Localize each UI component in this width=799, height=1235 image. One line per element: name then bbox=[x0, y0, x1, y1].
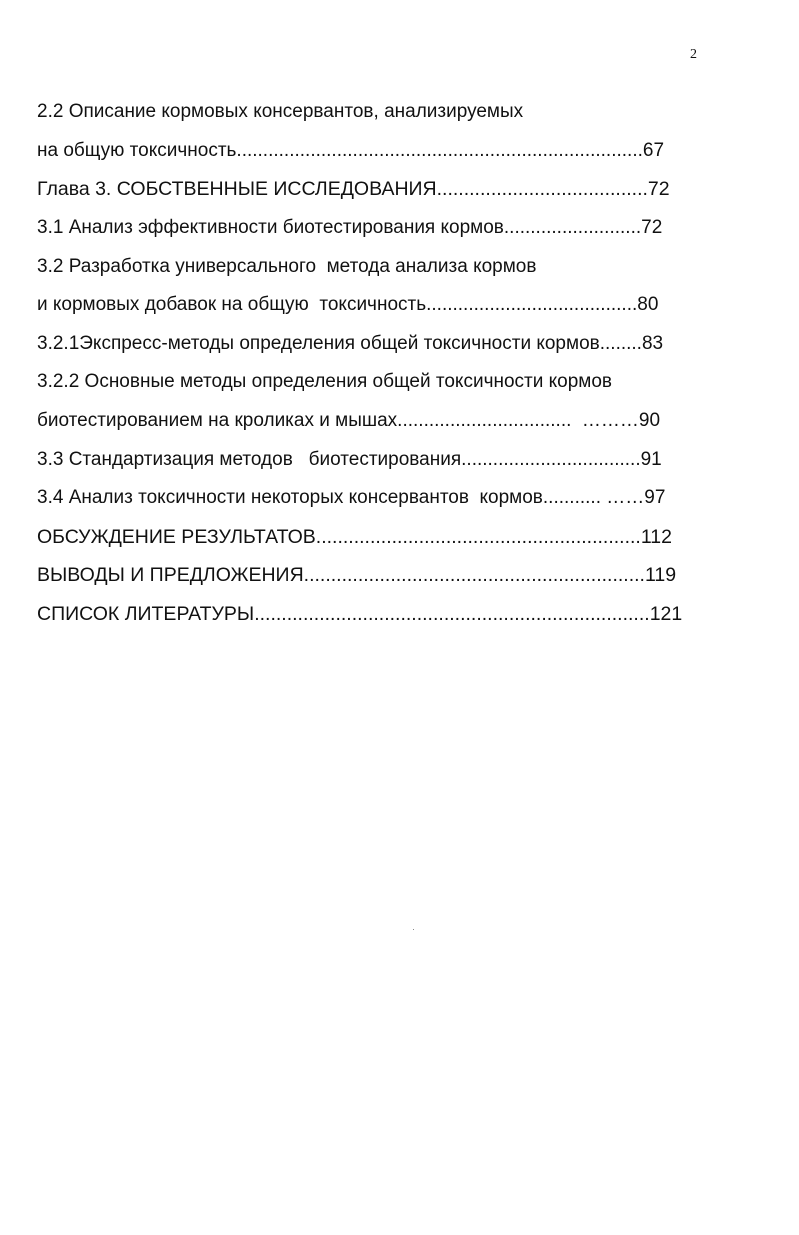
page-number: 2 bbox=[690, 47, 697, 62]
toc-entry-discussion: ОБСУЖДЕНИЕ РЕЗУЛЬТАТОВ............................................................112 bbox=[37, 526, 672, 548]
toc-entry-3-2-continuation: и кормовых добавок на общую токсичность........................................80 bbox=[37, 294, 659, 315]
toc-entry-3-2-1: 3.2.1Экспресс-методы определения общей токсичности кормов........83 bbox=[37, 333, 664, 354]
toc-entry-references: СПИСОК ЛИТЕРАТУРЫ.........................................................................121 bbox=[37, 603, 683, 625]
toc-entry-3-2-2-continuation: биотестированием на кроликах и мышах................................. ………90 bbox=[37, 410, 661, 431]
toc-entry-3-1: 3.1 Анализ эффективности биотестирования кормов..........................72 bbox=[37, 217, 663, 238]
toc-entry-chapter-3: Глава 3. СОБСТВЕННЫЕ ИССЛЕДОВАНИЯ.......................................72 bbox=[37, 178, 670, 200]
scan-speck bbox=[413, 929, 414, 930]
toc-entry-3-2-title: 3.2 Разработка универсального метода анализа кормов bbox=[37, 256, 537, 277]
toc-entry-3-2-2-title: 3.2.2 Основные методы определения общей токсичности кормов bbox=[37, 371, 613, 392]
toc-entry-2-2-continuation: на общую токсичность.............................................................................67 bbox=[37, 140, 665, 161]
toc-entry-3-4: 3.4 Анализ токсичности некоторых консервантов кормов........... ……97 bbox=[37, 487, 666, 508]
toc-entry-2-2-title: 2.2 Описание кормовых консервантов, анализируемых bbox=[37, 101, 524, 122]
toc-entry-3-3: 3.3 Стандартизация методов биотестирования..................................91 bbox=[37, 449, 662, 470]
toc-entry-conclusions: ВЫВОДЫ И ПРЕДЛОЖЕНИЯ...............................................................119 bbox=[37, 564, 677, 586]
